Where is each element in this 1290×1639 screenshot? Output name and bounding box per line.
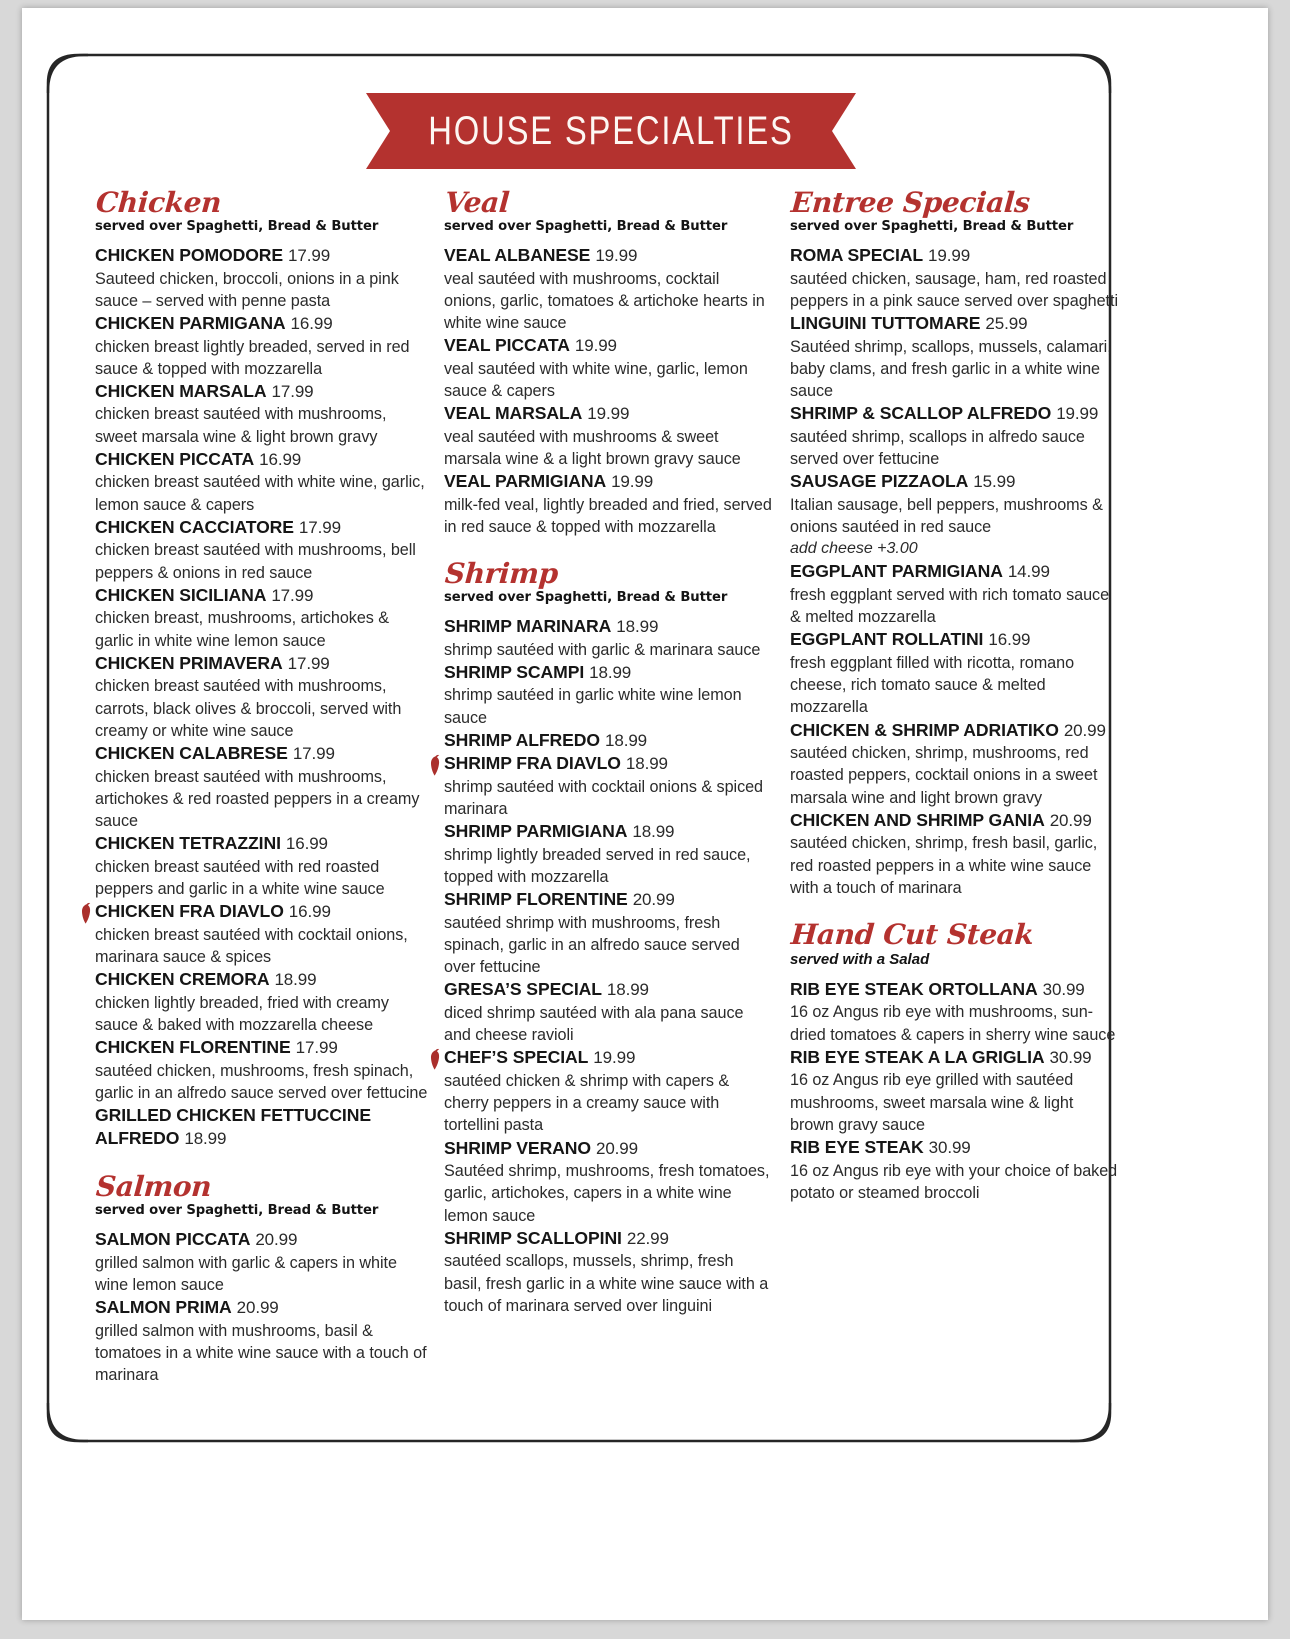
menu-item-heading: [444, 1137, 774, 1161]
menu-item-heading: [444, 334, 774, 358]
menu-item-description: 16 oz Angus rib eye with your choice of baked potato or steamed broccoli: [790, 1161, 1118, 1202]
menu-item-name: CHICKEN PRIMAVERA: [95, 652, 283, 673]
menu-item-heading: [790, 470, 1120, 494]
menu-item-description: sautéed chicken & shrimp with capers & cherry peppers in a creamy sauce with tortellini pasta: [444, 1072, 730, 1135]
menu-item: [95, 244, 428, 312]
menu-item-description: diced shrimp sautéed with ala pana sauce and cheese ravioli: [444, 1004, 744, 1045]
menu-item: [444, 752, 774, 820]
menu-item-price: 18.99: [632, 822, 675, 842]
section-title: Hand Cut Steak: [789, 917, 1035, 951]
menu-item-price: 18.99: [616, 616, 659, 636]
menu-item-heading: [95, 244, 428, 268]
menu-item-description: Sautéed shrimp, mushrooms, fresh tomatoes, garlic, artichokes, capers in a white wine lemon sauce: [444, 1162, 770, 1225]
menu-item-name: SHRIMP SCALLOPINI: [444, 1227, 622, 1248]
menu-item: [95, 832, 428, 900]
menu-item-description: grilled salmon with mushrooms, basil & tomatoes in a white wine sauce with a touch of marinara: [95, 1321, 427, 1384]
section-title: Shrimp: [443, 557, 559, 591]
menu-item-name: CHICKEN TETRAZZINI: [95, 833, 281, 854]
menu-item-name: ROMA SPECIAL: [790, 244, 924, 265]
menu-item-description: chicken lightly breaded, fried with creamy sauce & baked with mozzarella cheese: [95, 993, 389, 1034]
menu-item-price: 30.99: [1042, 979, 1085, 999]
menu-item-heading: [95, 652, 428, 676]
menu-item-heading: [95, 832, 428, 856]
menu-item-name: CHICKEN FRA DIAVLO: [95, 901, 284, 922]
menu-item-heading: [790, 978, 1120, 1002]
menu-item-name: SHRIMP SCAMPI: [444, 661, 585, 682]
menu-item-description: sautéed scallops, mussels, shrimp, fresh basil, fresh garlic in a white wine sauce with a touch of marinara served over linguini: [444, 1252, 769, 1315]
menu-item-name: SHRIMP MARINARA: [444, 615, 612, 636]
menu-item: [790, 560, 1120, 628]
menu-item-price: 18.99: [274, 970, 317, 990]
menu-item-price: 17.99: [292, 743, 335, 763]
menu-item-heading: [790, 809, 1120, 833]
menu-item-heading: [790, 560, 1120, 584]
menu-item-description: veal sautéed with mushrooms, cocktail onions, garlic, tomatoes & artichoke hearts in white wine sauce: [444, 269, 765, 332]
menu-item-description: chicken breast sautéed with white wine, garlic, lemon sauce & capers: [95, 473, 425, 514]
menu-item-description: sautéed chicken, shrimp, fresh basil, garlic, red roasted peppers in a white wine sauce with a touch of marinara: [790, 834, 1098, 897]
menu-item-name: RIB EYE STEAK: [790, 1136, 924, 1157]
menu-item-price: 18.99: [606, 980, 649, 1000]
menu-item-price: 19.99: [595, 245, 638, 265]
section-title: Chicken: [94, 186, 223, 219]
menu-item-name: VEAL PICCATA: [444, 335, 570, 356]
menu-item-price: 16.99: [988, 630, 1031, 650]
menu-item-heading: [444, 615, 774, 639]
menu-item: [95, 1036, 428, 1104]
menu-item-price: 25.99: [985, 313, 1028, 333]
menu-item: [444, 1137, 774, 1227]
menu-item: [790, 402, 1120, 470]
menu-item-heading: [95, 968, 428, 992]
menu-item-name: CHICKEN CACCIATORE: [95, 516, 294, 537]
menu-item: [444, 820, 774, 888]
menu-section: [95, 188, 428, 1151]
menu-item-heading: [790, 402, 1120, 426]
menu-item-price: 18.99: [184, 1129, 227, 1149]
menu-item-heading: [790, 1136, 1120, 1160]
menu-item-description: shrimp sautéed in garlic white wine lemon sauce: [444, 686, 742, 727]
menu-item-note: add cheese +3.00: [790, 540, 918, 558]
menu-item: [790, 978, 1120, 1046]
menu-item-price: 20.99: [236, 1297, 279, 1317]
menu-item-price: 30.99: [928, 1137, 971, 1157]
menu-item: [444, 470, 774, 538]
menu-item-description: shrimp sautéed with cocktail onions & spiced marinara: [444, 777, 764, 819]
menu-item-name: CHEF’S SPECIAL: [444, 1047, 589, 1068]
menu-item-name: SHRIMP FRA DIAVLO: [444, 753, 621, 774]
menu-item-name: SHRIMP VERANO: [444, 1137, 591, 1158]
menu-item-description: sautéed chicken, sausage, ham, red roasted peppers in a pink sauce served over spaghetti: [790, 269, 1118, 310]
section-subtitle: served with a Salad: [790, 951, 930, 969]
section-title: Entree Specials: [789, 186, 1031, 219]
menu-column-3: [790, 188, 1120, 1204]
menu-item-price: 18.99: [589, 662, 632, 682]
menu-item-heading: [790, 244, 1120, 268]
menu-item: [790, 312, 1120, 402]
menu-item-heading: [790, 719, 1120, 743]
menu-item-price: 16.99: [288, 902, 331, 922]
menu-item: [444, 615, 774, 661]
menu-item-name: GRESA’S SPECIAL: [444, 979, 602, 1000]
section-subtitle: served over Spaghetti, Bread & Butter: [444, 590, 728, 606]
menu-item-price: 20.99: [1063, 720, 1106, 740]
menu-item-price: 22.99: [626, 1228, 669, 1248]
menu-item: [790, 470, 1120, 560]
menu-item-description: sautéed chicken, shrimp, mushrooms, red roasted peppers, cocktail onions in a sweet marsala wine and light brown gravy: [790, 744, 1098, 807]
menu-item-name: CHICKEN SICILIANA: [95, 584, 267, 605]
menu-item-price: 19.99: [593, 1048, 636, 1068]
menu-item-description: chicken breast, mushrooms, artichokes & garlic in white wine lemon sauce: [95, 609, 390, 650]
menu-item: [95, 652, 428, 742]
menu-item: [95, 900, 428, 968]
menu-column-2: [444, 188, 774, 1317]
menu-item-price: 18.99: [604, 730, 648, 750]
menu-item-heading: [95, 380, 428, 404]
menu-item-price: 16.99: [290, 313, 333, 333]
menu-item-price: 17.99: [298, 517, 341, 537]
section-title: Veal: [443, 186, 511, 219]
menu-item-description: fresh eggplant served with rich tomato sauce & melted mozzarella: [790, 586, 1110, 627]
menu-item-name: SAUSAGE PIZZAOLA: [790, 471, 969, 492]
menu-item-price: 18.99: [625, 754, 668, 774]
menu-item-heading: [444, 978, 774, 1002]
menu-item: [95, 312, 428, 380]
menu-item-name: CHICKEN FLORENTINE: [95, 1037, 291, 1058]
menu-item-heading: [444, 470, 774, 494]
menu-item: [95, 516, 428, 584]
menu-item-description: milk-fed veal, lightly breaded and fried, served in red sauce & topped with mozzarella: [444, 495, 772, 536]
menu-item-name: CHICKEN POMODORE: [95, 244, 284, 265]
menu-item: [444, 244, 774, 334]
menu-section: [444, 188, 774, 538]
menu-item-price: 20.99: [595, 1138, 639, 1158]
banner-title: HOUSE SPECIALTIES: [428, 108, 794, 153]
menu-item-heading: [444, 661, 774, 685]
menu-item-description: grilled salmon with garlic & capers in white wine lemon sauce: [95, 1253, 397, 1294]
chili-pepper-icon: [429, 1048, 440, 1070]
menu-item: [444, 1227, 774, 1317]
menu-item-heading: [444, 820, 774, 844]
menu-item-heading: [444, 752, 774, 776]
menu-item: [444, 402, 774, 470]
menu-item-description: chicken breast sautéed with mushrooms, artichokes & red roasted peppers in a creamy sauce: [95, 767, 420, 830]
menu-item-name: GRILLED CHICKEN FETTUCCINE ALFREDO: [95, 1105, 371, 1149]
menu-item: [95, 1296, 428, 1386]
menu-item-name: RIB EYE STEAK ORTOLLANA: [790, 978, 1038, 999]
menu-item-price: 19.99: [1056, 404, 1099, 424]
menu-item-description: Sautéed shrimp, scallops, mussels, calamari, baby clams, and fresh garlic in a white wine sauce: [790, 337, 1112, 400]
menu-item: [95, 1228, 428, 1296]
menu-item-name: CHICKEN CALABRESE: [95, 742, 288, 763]
menu-item-name: SHRIMP ALFREDO: [444, 729, 600, 750]
menu-item-name: VEAL PARMIGIANA: [444, 471, 607, 492]
menu-item-price: 20.99: [632, 890, 675, 910]
menu-item-description: 16 oz Angus rib eye grilled with sautéed mushrooms, sweet marsala wine & light brown gravy sauce: [790, 1071, 1074, 1134]
menu-item: [790, 809, 1120, 899]
menu-item-description: 16 oz Angus rib eye with mushrooms, sun-dried tomatoes & capers in sherry wine sauce: [790, 1003, 1116, 1044]
menu-item-name: SHRIMP FLORENTINE: [444, 889, 628, 910]
menu-item-description: fresh eggplant filled with ricotta, romano cheese, rich tomato sauce & melted mozzarella: [790, 654, 1075, 717]
menu-item: [444, 1046, 774, 1136]
menu-item-heading: [95, 584, 428, 608]
house-specialties-banner: [366, 93, 856, 169]
menu-item-description: veal sautéed with mushrooms & sweet marsala wine & a light brown gravy sauce: [444, 427, 741, 468]
menu-item: [790, 628, 1120, 718]
menu-item-heading: [444, 402, 774, 426]
menu-page: [22, 8, 1268, 1620]
section-subtitle: served over Spaghetti, Bread & Butter: [790, 219, 1074, 235]
menu-item: [444, 888, 774, 978]
menu-section: [789, 917, 1120, 1204]
menu-item-description: chicken breast sautéed with mushrooms, sweet marsala wine & light brown gravy: [95, 405, 387, 446]
menu-item: [444, 978, 774, 1046]
menu-item: [95, 742, 428, 832]
menu-item-heading: [95, 312, 428, 336]
menu-item-price: 15.99: [973, 472, 1016, 492]
menu-item-name: VEAL MARSALA: [444, 403, 583, 424]
menu-item-price: 30.99: [1049, 1047, 1092, 1067]
menu-item-name: LINGUINI TUTTOMARE: [790, 312, 981, 333]
menu-item-description: shrimp lightly breaded served in red sauce, topped with mozzarella: [444, 845, 751, 887]
menu-item-description: shrimp sautéed with garlic & marinara sauce: [444, 640, 761, 659]
section-subtitle: served over Spaghetti, Bread & Butter: [444, 219, 728, 235]
menu-item-price: 17.99: [271, 381, 314, 401]
menu-item: [444, 334, 774, 402]
menu-item-description: Italian sausage, bell peppers, mushrooms & onions sautéed in red sauce: [790, 495, 1103, 536]
menu-item-price: 17.99: [287, 653, 330, 673]
menu-item-price: 19.99: [611, 472, 654, 492]
menu-item-price: 14.99: [1007, 562, 1050, 582]
menu-item-name: EGGPLANT PARMIGIANA: [790, 561, 1003, 582]
menu-item-description: veal sautéed with white wine, garlic, lemon sauce & capers: [444, 359, 748, 400]
menu-item-heading: [95, 448, 428, 472]
menu-item: [95, 448, 428, 516]
menu-item-description: chicken breast sautéed with mushrooms, carrots, black olives & broccoli, served with creamy or white wine sauce: [95, 677, 402, 740]
menu-item-price: 16.99: [259, 449, 302, 469]
menu-item-heading: [444, 1227, 774, 1251]
menu-item-name: SALMON PICCATA: [95, 1229, 251, 1249]
chili-pepper-icon: [80, 902, 91, 924]
menu-item-price: 19.99: [928, 245, 971, 265]
menu-item-heading: [95, 1296, 428, 1320]
menu-item-name: EGGPLANT ROLLATINI: [790, 629, 984, 650]
menu-item-heading: [444, 1046, 774, 1070]
menu-item-name: CHICKEN CREMORA: [95, 969, 270, 990]
menu-item-description: Sauteed chicken, broccoli, onions in a pink sauce – served with penne pasta: [95, 269, 399, 310]
menu-item-price: 20.99: [1049, 810, 1092, 830]
menu-item-heading: [95, 516, 428, 540]
chili-pepper-icon: [429, 754, 440, 776]
section-subtitle: served over Spaghetti, Bread & Butter: [95, 219, 379, 235]
menu-item-heading: [444, 729, 774, 753]
menu-item-description: chicken breast sautéed with mushrooms, bell peppers & onions in red sauce: [95, 541, 416, 582]
menu-item-price: 17.99: [271, 585, 314, 605]
menu-item-name: CHICKEN PARMIGANA: [95, 312, 286, 333]
menu-item-name: CHICKEN AND SHRIMP GANIA: [790, 809, 1045, 830]
menu-item-name: CHICKEN PICCATA: [95, 448, 255, 469]
menu-item: [95, 584, 428, 652]
menu-item: [790, 719, 1120, 809]
menu-item-heading: [790, 628, 1120, 652]
menu-item-price: 17.99: [295, 1038, 338, 1058]
menu-item-heading: [95, 1036, 428, 1060]
menu-item-heading: [95, 900, 428, 924]
menu-item-heading: [444, 244, 774, 268]
menu-item: [95, 968, 428, 1036]
menu-item-heading: [95, 742, 428, 766]
menu-item-description: chicken breast sautéed with red roasted peppers and garlic in a white wine sauce: [95, 857, 385, 898]
menu-item: [444, 661, 774, 729]
menu-item: [95, 380, 428, 448]
menu-item-heading: [444, 888, 774, 912]
menu-item-price: 19.99: [574, 336, 617, 356]
menu-item-price: 17.99: [288, 245, 331, 265]
section-title: Salmon: [94, 1170, 213, 1204]
chili-pepper-icon: [429, 1048, 440, 1070]
section-subtitle: served over Spaghetti, Bread & Butter: [95, 1203, 379, 1219]
menu-item-name: RIB EYE STEAK A LA GRIGLIA: [790, 1046, 1045, 1067]
menu-columns: [22, 188, 1268, 1448]
menu-item-description: chicken breast lightly breaded, served in red sauce & topped with mozzarella: [95, 337, 410, 378]
menu-section: [95, 1172, 428, 1386]
menu-column-1: [95, 188, 428, 1386]
menu-item-name: VEAL ALBANESE: [444, 244, 591, 265]
menu-item-heading: [95, 1104, 428, 1151]
menu-item: [790, 1136, 1120, 1204]
menu-item-price: 19.99: [587, 404, 630, 424]
menu-section: [444, 559, 774, 1317]
menu-item-name: SHRIMP PARMIGIANA: [444, 821, 628, 842]
menu-item-name: CHICKEN & SHRIMP ADRIATIKO: [790, 719, 1059, 740]
menu-item-name: SHRIMP & SCALLOP ALFREDO: [790, 403, 1052, 424]
menu-item-heading: [790, 312, 1120, 336]
chili-pepper-icon: [429, 754, 440, 776]
menu-item-description: sautéed shrimp, scallops in alfredo sauce served over fettucine: [790, 427, 1085, 468]
menu-item-price: 16.99: [285, 834, 328, 854]
menu-item-name: CHICKEN MARSALA: [95, 380, 267, 401]
menu-section: [790, 188, 1120, 899]
menu-item-heading: [790, 1046, 1120, 1070]
menu-item: [95, 1104, 428, 1151]
menu-item: [790, 244, 1120, 312]
chili-pepper-icon: [80, 902, 91, 924]
menu-item-price: 20.99: [255, 1230, 298, 1249]
menu-item-description: chicken breast sautéed with cocktail onions, marinara sauce & spices: [95, 925, 408, 966]
menu-item-description: sautéed chicken, mushrooms, fresh spinach, garlic in an alfredo sauce served over fettucine: [95, 1061, 428, 1102]
menu-item-name: SALMON PRIMA: [95, 1296, 232, 1317]
menu-item-heading: [95, 1228, 428, 1252]
menu-item-description: sautéed shrimp with mushrooms, fresh spinach, garlic in an alfredo sauce served over fettucine: [444, 913, 740, 977]
menu-item: [444, 729, 774, 753]
menu-item: [790, 1046, 1120, 1136]
